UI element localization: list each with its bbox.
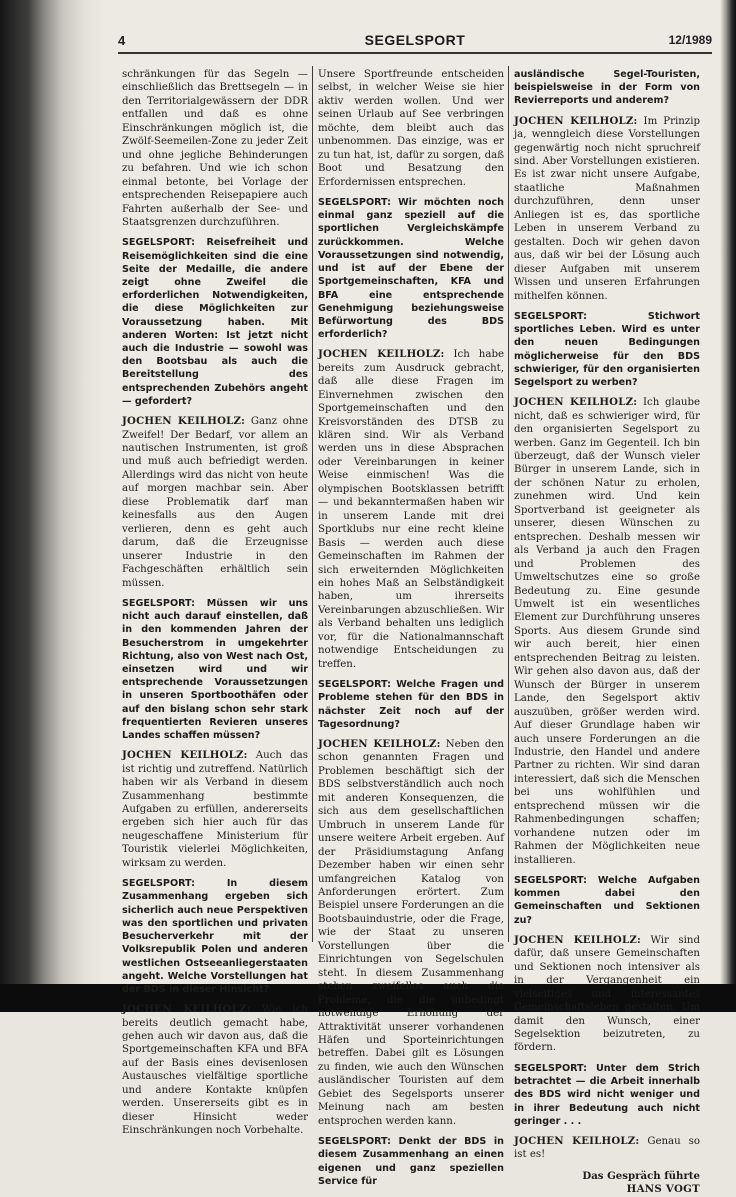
- interview-answer: [122, 1003, 308, 1138]
- interview-question: SEGELSPORT: In diesem Zusammenhang ergeben sich sicherlich auch neue Perspektiven was den sportlichen und privaten Besucherverkehr mit der Volksrepublik Polen und anderen westlichen Ostseeanliegerstaaten angeht. Welche Vorstellungen hat der BDS in dieser Hinsicht?: [122, 878, 308, 995]
- interviewer-credit: Das Gespräch führte: [582, 1169, 700, 1182]
- column-divider: [508, 66, 509, 942]
- answer-text: Wir sind dafür, daß unsere Gemeinschaften und Sektionen noch intensiver als in der Vergangenheit ein vielseitiges und interessantes Gemeinschaftsleben gestalten. Um damit den Wunsch, einer Segelsektion beizutreten, zu fördern.: [514, 934, 700, 1054]
- interview-answer: [122, 415, 308, 590]
- answer-text: Ich habe bereits zum Ausdruck gebracht, daß alle diese Fragen im Einvernehmen zwischen den Sportgemeinschaften und den Kreisvorständen des DTSB zu klären sind. Wir als Verband werden uns in diese Absprachen oder Vereinbarungen in keiner Weise einmischen! Was die olympischen Bootsklassen betrifft — und bekanntermaßen haben wir in unserem Lande mit drei Sportklubs nur eine recht kleine Basis — werden auch diese Gemeinschaften im Rahmen der sich erweiternden Möglichkeiten ein hohes Maß an Selbständigkeit haben, um ihrerseits Vereinbarungen abzuschließen. Wir als Verband behalten uns lediglich vor, für die Nationalmannschaft notwendige Entscheidungen zu treffen.: [318, 349, 504, 670]
- speaker-name: JOCHEN KEILHOLZ:: [122, 415, 246, 428]
- text-column-1: [122, 68, 308, 1137]
- page-header: [118, 30, 712, 52]
- interview-question: SEGELSPORT: Unter dem Strich betrachtet — die Arbeit innerhalb des BDS wird nicht weniger und in ihrer Bedeutung auch nicht geringer . . .: [514, 1062, 700, 1127]
- interview-answer: [514, 1135, 700, 1162]
- interview-answer: [318, 738, 504, 1128]
- speaker-name: JOCHEN KEILHOLZ:: [318, 348, 445, 361]
- body-paragraph: schränkungen für das Segeln — einschließlich das Brettsegeln — in den Territorialgewässern der DDR entfallen und daß es ohne Einschränkungen möglich ist, die Zwölf-Seemeilen-Zone zu jeder Zeit und ohne jegliche Behinderungen zu befahren. Und wie ich schon einmal betonte, bei Vorlage der entsprechenden Reisepapiere auch Fahrten außerhalb der See- und Staatsgrenzen durchzuführen.: [122, 69, 308, 228]
- interview-question: SEGELSPORT: Denkt der BDS in diesem Zusammenhang an einen eigenen und ganz speziellen Service für: [318, 1136, 504, 1187]
- answer-text: Im Prinzip ja, wenngleich diese Vorstellungen gegenwärtig noch nicht spruchreif sind. Aber Vorstellungen existieren. Es ist zwar nicht unsere Aufgabe, staatliche Maßnahmen durchzuführen, denn unser Anliegen ist es, das sportliche Leben in unserem Verband zu gestalten. Doch wir gehen davon aus, daß wir bei der Lösung auch dieser Aufgaben mit unserem Wissen und unseren Erfahrungen mithelfen können.: [514, 115, 700, 302]
- interview-question: SEGELSPORT: Wir möchten noch einmal ganz speziell auf die sportlichen Vergleichskämpfe zurückkommen. Welche Voraussetzungen sind notwendig, und ist auf der Ebene der Sportgemeinschaften, KFA und BFA eine entsprechende Genehmigung beziehungsweise Befürwortung des BDS erforderlich?: [318, 197, 504, 341]
- answer-text: Ich glaube nicht, daß es schwieriger wird, für den organisierten Segelsport zu werben. Ganz im Gegenteil. Ich bin überzeugt, daß der Wunsch vieler Bürger in unserem Lande, sich in der schönen Natur zu erholen, zunehmen wird. Und kein Sportverband ist geeigneter als unserer, diesen Wünschen zu entsprechen. Deshalb messen wir als Verband ja auch den Fragen und Problemen des Umweltschutzes eine so große Bedeutung zu. Eine gesunde Umwelt ist ein wesentliches Element zur Durchführung unseres Sports. Aus diesem Grunde sind wir auch bereit, hier einen entsprechenden Beitrag zu leisten. Wir gehen also davon aus, daß der Wunsch der Bürger in unserem Lande, den Segelsport aktiv auszuüben, größer werden wird. Auf dieser Grundlage haben wir auch unsere Forderungen an die Industrie, den Handel und andere Partner zu richten. Wir sind daran interessiert, daß sich die Menschen bei uns wohlfühlen und entsprechend müssen wir die Rahmenbedingungen schaffen; vorhandene nutzen oder im Rahmen der Möglichkeiten neue installieren.: [514, 397, 700, 866]
- header-rule: [118, 52, 712, 54]
- speaker-name: JOCHEN KEILHOLZ:: [318, 738, 441, 750]
- answer-text: Ganz ohne Zweifel! Der Bedarf, vor allem an nautischen Instrumenten, ist groß und muß auch befriedigt werden. Allerdings wird das nicht von heute auf morgen machbar sein. Aber diese Problematik darf man keinesfalls aus den Augen verlieren, denn es geht auch darum, daß die Erzeugnisse unserer Industrie in den Fachgeschäften erhältlich sein müssen.: [122, 416, 308, 589]
- text-column-3: [514, 68, 700, 1196]
- interview-answer: [122, 749, 308, 870]
- column-divider: [312, 66, 313, 942]
- speaker-name: JOCHEN KEILHOLZ:: [514, 396, 638, 409]
- interview-question: SEGELSPORT: Reisefreiheit und Reisemöglichkeiten sind die eine Seite der Medaille, die andere zeigt ohne Zweifel die erforderlichen Notwendigkeiten, die diese Möglichkeiten zur Voraussetzung haben. Mit anderen Worten: Ist jetzt nicht auch die Industrie — sowohl was den Bootsbau als auch die Bereitstellung des entsprechenden Zubehörs angeht — gefordert?: [122, 237, 308, 407]
- body-paragraph: Unsere Sportfreunde entscheiden selbst, in welcher Weise sie hier aktiv werden wollen. Und wer seinen Urlaub auf See verbringen möchte, dem bleibt auch das unbenommen. Das einzige, was er zu tun hat, ist, dafür zu sorgen, daß Boot und Besatzung den Erfordernissen entsprechen.: [318, 69, 504, 188]
- answer-text: Genau so ist es!: [514, 1135, 700, 1161]
- interview-answer: [514, 934, 700, 1055]
- answer-text: Auch das ist richtig und zutreffend. Natürlich haben wir als Verband in diesem Zusammenhang bestimmte Aufgaben zu erfüllen, andererseits ergeben sich hier auch für das neugeschaffene Ministerium für Touristik vielerlei Möglichkeiten, wirksam zu werden.: [122, 750, 308, 869]
- interview-answer: [514, 115, 700, 303]
- magazine-title: SEGELSPORT: [364, 32, 466, 48]
- answer-text: Wie ich bereits deutlich gemacht habe, gehen auch wir davon aus, daß die Sportgemeinschaften KFA und BFA auf der Basis eines devisenlosen Austausches vielfältige sportliche und andere Kontakte knüpfen werden. Unsererseits gibt es in dieser Hinsicht weder Einschränkungen noch Vorbehalte.: [122, 1004, 308, 1137]
- interviewer-name: HANS VOGT: [626, 1183, 700, 1196]
- speaker-name: JOCHEN KEILHOLZ:: [122, 749, 248, 762]
- interview-question: SEGELSPORT: Müssen wir uns nicht auch darauf einstellen, daß in den kommenden Jahren der Besucherstrom in umgekehrter Richtung, also von West nach Ost, einsetzen wird und wir entsprechende Voraussetzungen in unseren Sportboothäfen oder auf den bislang schon sehr stark frequentierten Revieren unseres Landes schaffen müssen?: [122, 597, 308, 741]
- page-number: 4: [118, 33, 126, 48]
- issue-number: 12/1989: [668, 33, 712, 47]
- interview-question: ausländische Segel-Touristen, beispielsweise in der Form von Revierreports und anderem?: [514, 69, 700, 107]
- right-edge-shadow: [720, 0, 736, 1012]
- speaker-name: JOCHEN KEILHOLZ:: [514, 114, 638, 127]
- speaker-name: JOCHEN KEILHOLZ:: [122, 1003, 251, 1016]
- interview-question: SEGELSPORT: Welche Fragen und Probleme stehen für den BDS in nächster Zeit noch auf der Tagesordnung?: [318, 679, 504, 730]
- book-spine-shadow: [0, 0, 104, 1012]
- interview-question: SEGELSPORT: Welche Aufgaben kommen dabei den Gemeinschaften und Sektionen zu?: [514, 875, 700, 926]
- answer-text: Neben den schon genannten Fragen und Problemen beschäftigt sich der BDS selbstverständlich auch noch mit anderen Konsequenzen, die sich aus dem gesellschaftlichen Umbruch in unserem Lande für unsere weitere Arbeit ergeben. Auf der Präsidiumstagung Anfang Dezember haben wir einen sehr umfangreichen Katalog von Anforderungen erörtert. Zum Beispiel unsere Forderungen an die Bootsbauindustrie, oder die Frage, wie der Staat zu unseren Vorstellungen über die Einrichtungen von Segelschulen steht. In diesem Zusammenhang stehen zweifellos auch die Probleme, die die unbedingt notwendige Erhöhung der Attraktivität unserer vorhandenen Häfen und Sporteinrichtungen betreffen. Dabei gilt es Lösungen zu finden, wie auch den Wünschen ausländischer Touristen auf dem Gebiet des Segelsports unserer Meinung nach am besten entsprochen werden kann.: [318, 739, 504, 1127]
- text-column-2: [318, 68, 504, 1187]
- speaker-name: JOCHEN KEILHOLZ:: [514, 1134, 640, 1147]
- speaker-name: JOCHEN KEILHOLZ:: [514, 933, 641, 946]
- interview-answer: [318, 348, 504, 671]
- interview-answer: [514, 396, 700, 867]
- interview-question: SEGELSPORT: Stichwort sportliches Leben. Wird es unter den neuen Bedingungen möglicherweise für den BDS schwieriger, für den organisierten Segelsport zu werben?: [514, 310, 700, 388]
